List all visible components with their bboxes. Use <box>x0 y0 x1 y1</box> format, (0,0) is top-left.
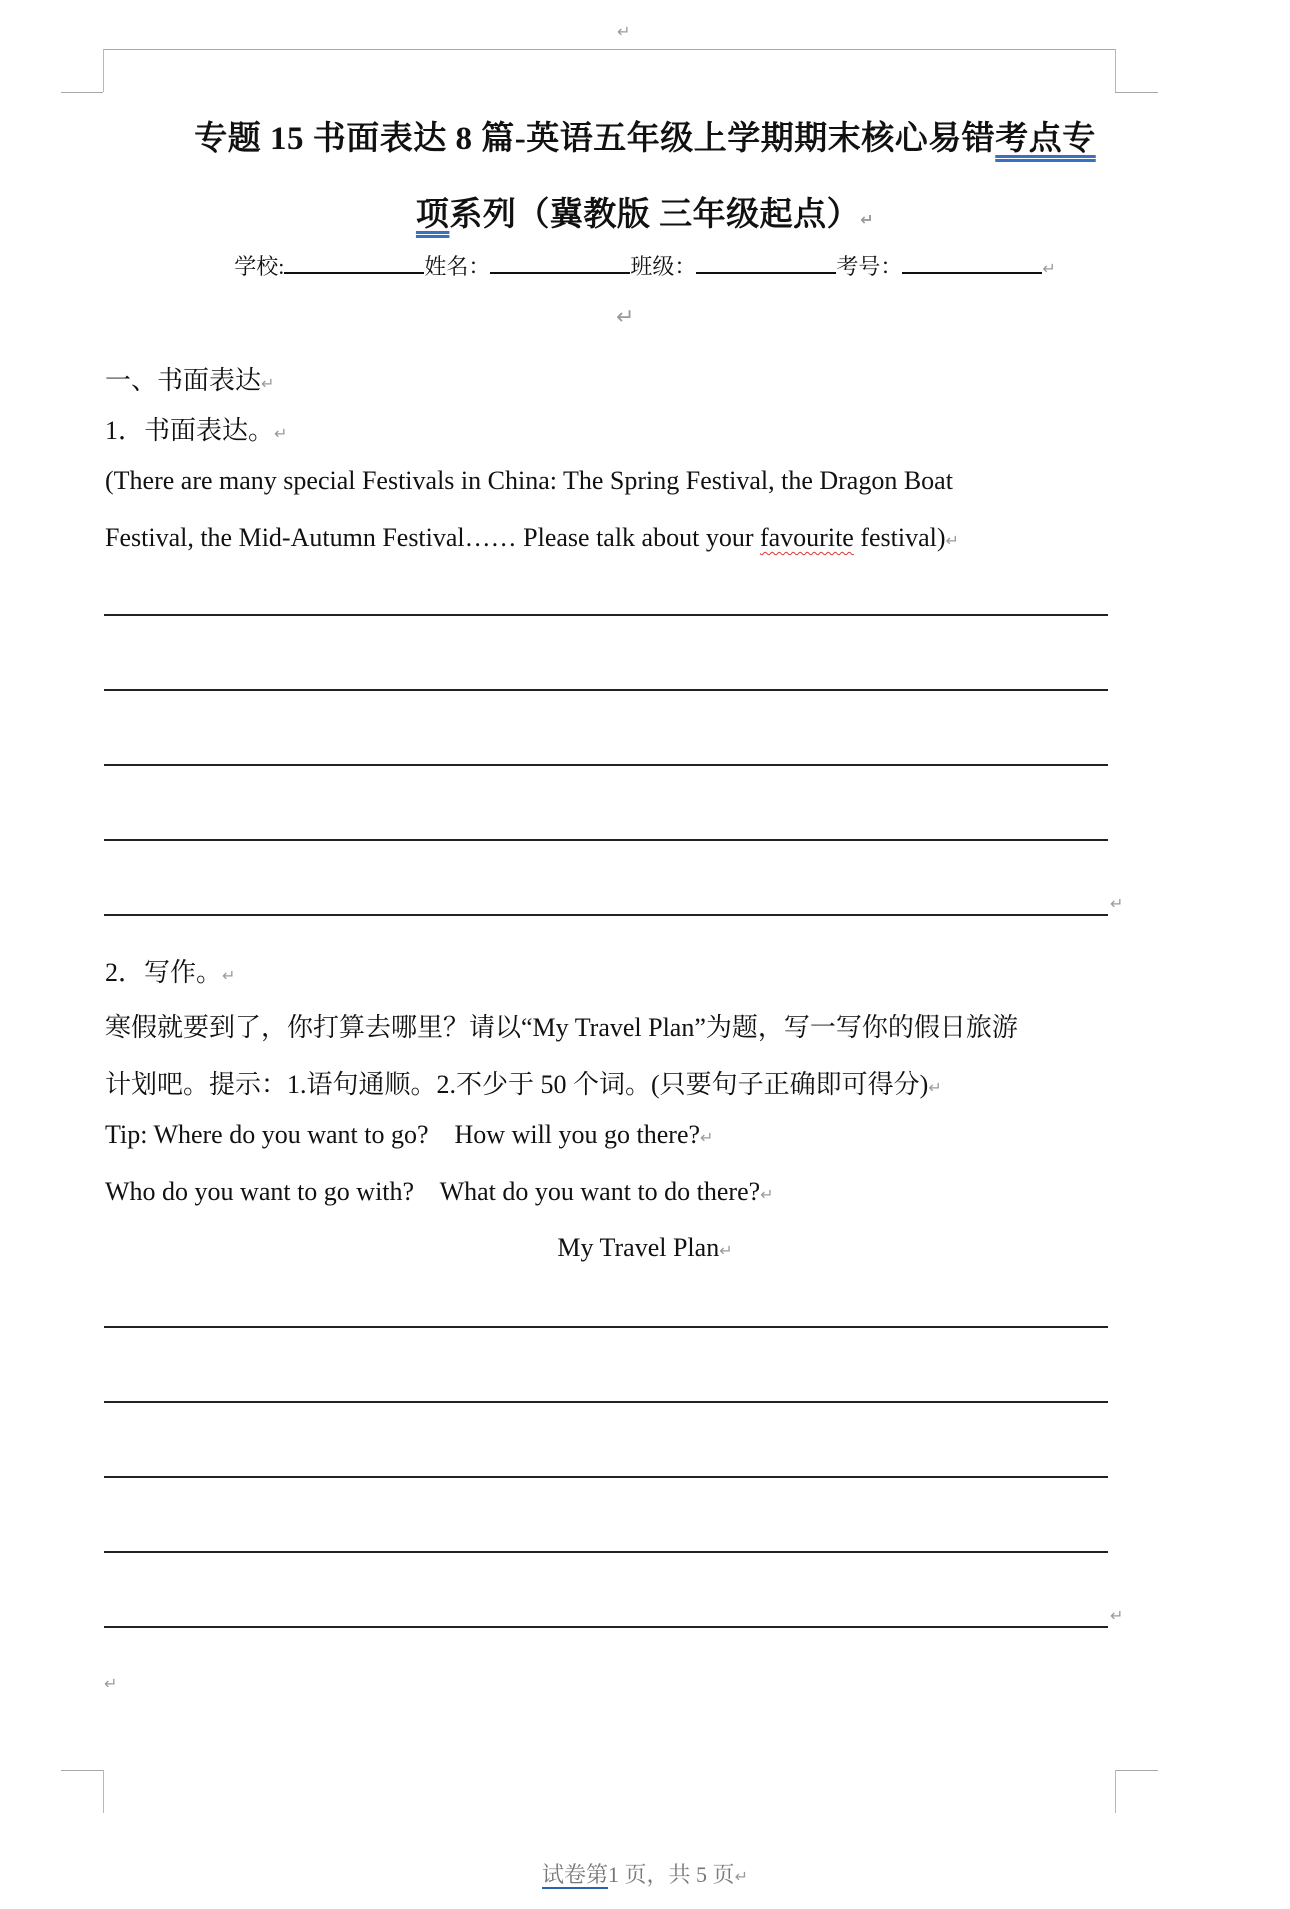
exam-number-field[interactable] <box>902 252 1042 274</box>
exam-number-label: 考号： <box>836 254 903 279</box>
page-title-line-1 <box>0 112 1290 159</box>
corner-mark-bottom-left <box>103 1770 104 1813</box>
page-footer: 试卷第1 页，共 5 页↵ <box>542 1862 748 1887</box>
title-text-2: 系列（冀教版 三年级起点） <box>449 197 861 233</box>
question-1-prompt-line-2: Festival, the Mid-Autumn Festival…… Please talk about your favourite festival)↵ <box>105 523 959 552</box>
section-heading: 一、书面表达↵ <box>105 366 275 395</box>
answer-line-q1-4[interactable] <box>104 839 1108 841</box>
corner-mark-top-right <box>1115 49 1116 92</box>
name-field[interactable] <box>490 252 630 274</box>
class-field[interactable] <box>696 252 836 274</box>
answer-line-q2-2[interactable] <box>104 1401 1108 1403</box>
paragraph-mark: ↵ <box>1042 259 1056 278</box>
title-grammar-flag-2: 项 <box>415 197 450 233</box>
name-label: 姓名： <box>424 254 491 279</box>
corner-mark-top-right-h <box>1115 92 1158 93</box>
question-1-label: 1．书面表达。↵ <box>105 416 288 445</box>
question-2-label: 2．写作。↵ <box>105 958 236 987</box>
header-paragraph-mark: ↵ <box>617 22 631 41</box>
essay-title: My Travel Plan↵ <box>557 1233 733 1262</box>
class-label: 班级： <box>630 254 697 279</box>
corner-mark-top-left-h <box>61 92 103 93</box>
answer-line-q2-3[interactable] <box>104 1476 1108 1478</box>
question-2-prompt-line-2: 计划吧。提示：1.语句通顺。2.不少于 50 个词。(只要句子正确即可得分)↵ <box>105 1070 942 1099</box>
question-1-prompt-line-1: (There are many special Festivals in China: The Spring Festival, the Dragon Boat <box>105 466 953 495</box>
corner-mark-bottom-left-h <box>61 1770 103 1771</box>
corner-mark-top-left <box>103 49 104 92</box>
student-info-row <box>0 250 1290 281</box>
answer-line-q1-5[interactable] <box>104 914 1108 916</box>
title-grammar-flag: 考点专 <box>995 121 1096 157</box>
answer-line-q1-3[interactable] <box>104 764 1108 766</box>
page-title-line-2 <box>0 188 1290 235</box>
paragraph-mark: ↵ <box>1110 894 1124 913</box>
school-label: 学校: <box>234 254 285 279</box>
answer-line-q2-4[interactable] <box>104 1551 1108 1553</box>
question-2-tip-2: Who do you want to go with? What do you want to do there?↵ <box>105 1177 774 1206</box>
page-number: 1 页，共 5 页 <box>608 1862 735 1887</box>
paragraph-mark: ↵ <box>860 210 875 229</box>
paragraph-mark: ↵ <box>616 305 635 330</box>
answer-line-q2-5[interactable] <box>104 1626 1108 1628</box>
answer-line-q2-1[interactable] <box>104 1326 1108 1328</box>
corner-mark-bottom-right <box>1115 1770 1116 1813</box>
question-2-tip-1: Tip: Where do you want to go? How will you go there?↵ <box>105 1120 714 1149</box>
paragraph-mark: ↵ <box>104 1674 118 1693</box>
footer-prefix: 试卷第 <box>542 1862 609 1887</box>
answer-line-q1-2[interactable] <box>104 689 1108 691</box>
school-field[interactable] <box>284 252 424 274</box>
answer-line-q1-1[interactable] <box>104 614 1108 616</box>
title-text: 专题 15 书面表达 8 篇-英语五年级上学期期末核心易错 <box>194 121 996 157</box>
paragraph-mark: ↵ <box>1110 1606 1124 1625</box>
question-2-prompt-line-1: 寒假就要到了，你打算去哪里？请以“My Travel Plan”为题，写一写你的假日旅游 <box>105 1013 1018 1042</box>
spelling-flag: favourite <box>759 523 854 552</box>
corner-mark-bottom-right-h <box>1115 1770 1158 1771</box>
header-rule <box>103 49 1116 50</box>
